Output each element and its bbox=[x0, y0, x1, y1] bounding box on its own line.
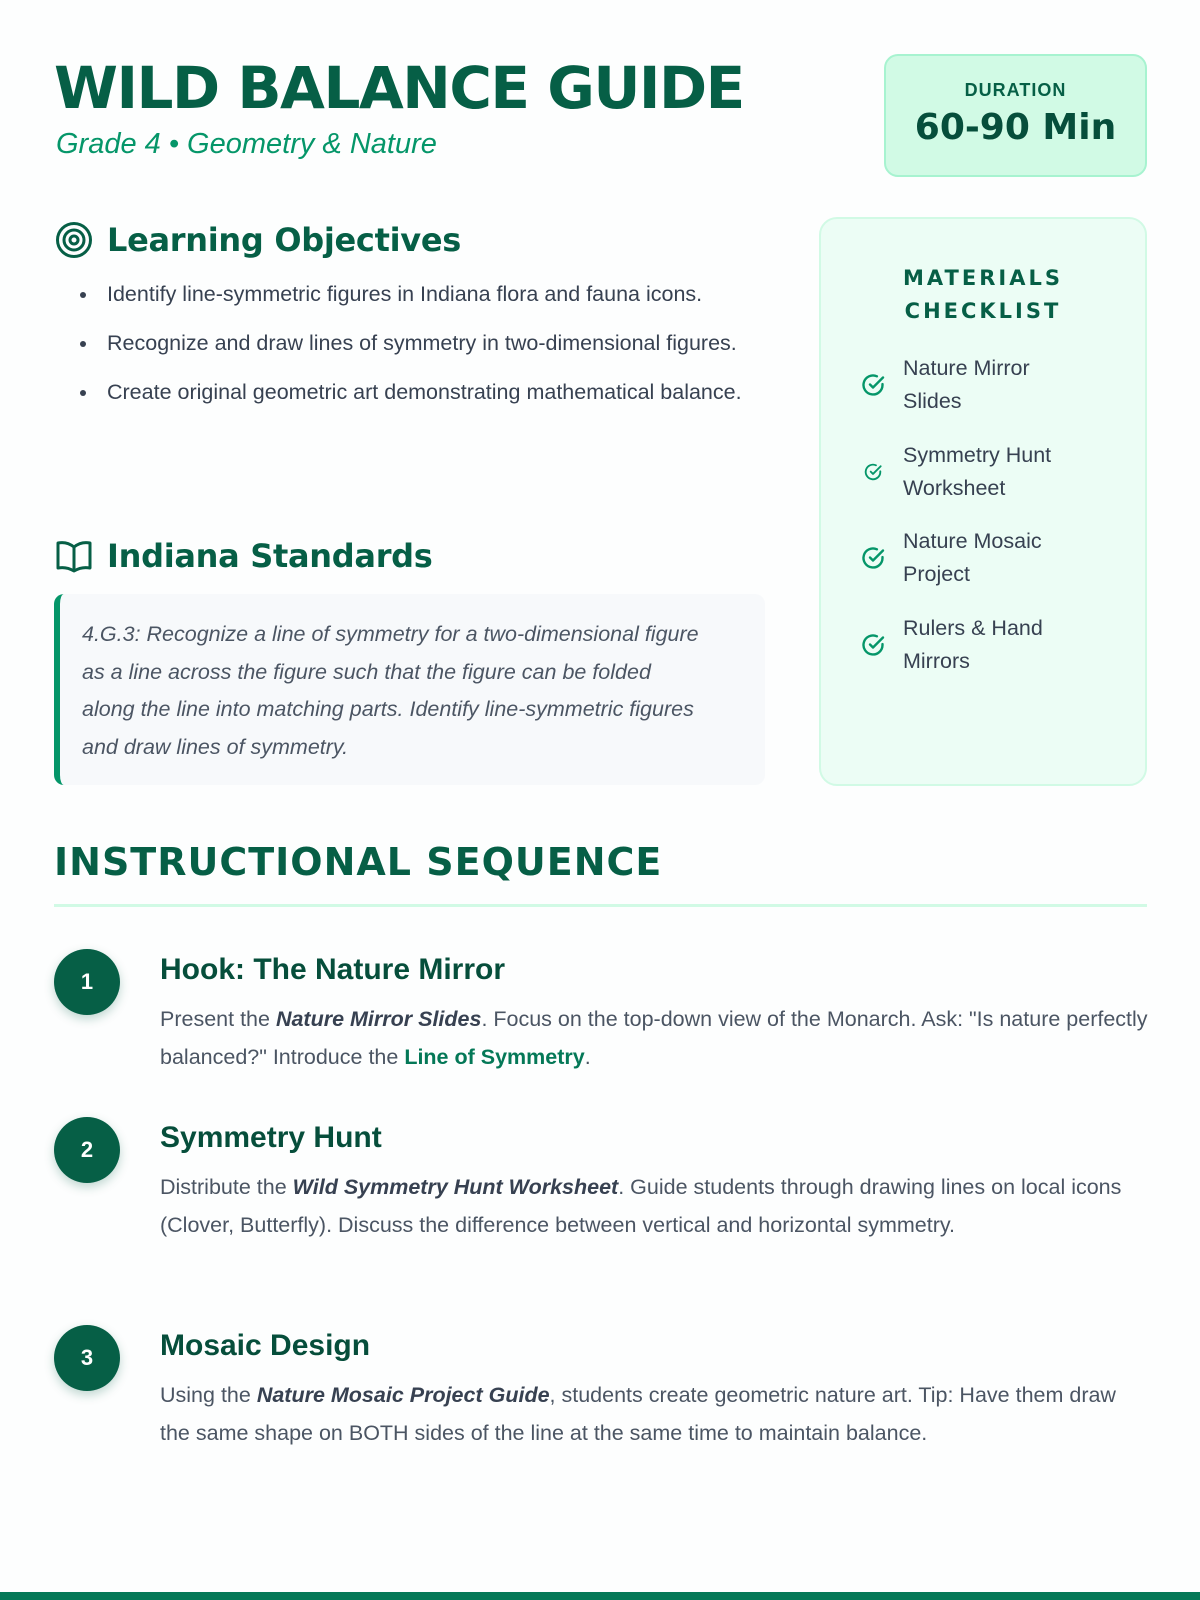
checklist-label: Symmetry Hunt Worksheet bbox=[903, 443, 1052, 500]
material-name: Wild Symmetry Hunt Worksheet bbox=[292, 1175, 619, 1199]
checklist-label: Nature Mirror Slides bbox=[903, 356, 1030, 413]
list-item: Recognize and draw lines of symmetry in two-dimensional figures. bbox=[78, 324, 778, 362]
materials-panel bbox=[819, 217, 1147, 786]
target-icon bbox=[54, 220, 94, 260]
list-item: Identify line-symmetric figures in Indiana flora and fauna icons. bbox=[78, 275, 778, 313]
check-circle-icon bbox=[859, 371, 887, 399]
materials-title: MATERIALS CHECKLIST bbox=[903, 266, 1063, 323]
checklist-label: Nature Mosaic Project bbox=[903, 529, 1042, 586]
checklist-item bbox=[859, 612, 1093, 678]
step-description: Present the Nature Mirror Slides. Focus on the top-down view of the Monarch. Ask: "Is nature perfectly balanced?" Introduce the Line of Symmetry. bbox=[160, 1007, 1148, 1069]
standard-quote: 4.G.3: Recognize a line of symmetry for a two-dimensional figure as a line across the figure such that the figure can be folded along the line into matching parts. Identify line-symmetric figures and draw lines of symmetry. bbox=[54, 594, 765, 785]
step-number-badge: 2 bbox=[54, 1117, 120, 1183]
material-name: Nature Mosaic Project Guide bbox=[256, 1383, 550, 1407]
duration-badge bbox=[884, 54, 1147, 177]
page-subtitle: Grade 4 • Geometry & Nature bbox=[56, 128, 437, 160]
objectives-heading bbox=[54, 220, 461, 260]
step-number-badge: 3 bbox=[54, 1325, 120, 1391]
step-description: Distribute the Wild Symmetry Hunt Worksheet. Guide students through drawing lines on local icons (Clover, Butterfly). Discuss the difference between vertical and horizontal symmetry. bbox=[160, 1175, 1122, 1237]
sequence-divider bbox=[54, 904, 1147, 907]
step-number-badge: 1 bbox=[54, 949, 120, 1015]
page-title: WILD BALANCE GUIDE bbox=[54, 54, 744, 122]
duration-value: 60-90 Min bbox=[914, 107, 1117, 148]
step-title: Symmetry Hunt bbox=[160, 1121, 382, 1154]
checklist-item bbox=[859, 525, 1093, 591]
check-circle-icon bbox=[859, 458, 887, 486]
step-title: Hook: The Nature Mirror bbox=[160, 953, 506, 986]
key-term: Line of Symmetry bbox=[404, 1045, 585, 1069]
book-icon bbox=[54, 536, 94, 576]
checklist-item bbox=[859, 439, 1093, 505]
standards-heading bbox=[54, 536, 433, 576]
checklist-item bbox=[859, 352, 1093, 418]
objectives-title: Learning Objectives bbox=[107, 221, 461, 259]
material-name: Nature Mirror Slides bbox=[275, 1007, 482, 1031]
step-description: Using the Nature Mosaic Project Guide, students create geometric nature art. Tip: Have them draw the same shape on BOTH sides of the line at the same time to maintain balance. bbox=[160, 1383, 1116, 1445]
check-circle-icon bbox=[859, 631, 887, 659]
check-circle-icon bbox=[859, 544, 887, 572]
sequence-title: INSTRUCTIONAL SEQUENCE bbox=[54, 840, 663, 884]
duration-label: DURATION bbox=[964, 80, 1067, 100]
list-item: Create original geometric art demonstrating mathematical balance. bbox=[78, 373, 778, 411]
footer-bar bbox=[0, 1592, 1200, 1600]
checklist-label: Rulers & Hand Mirrors bbox=[903, 616, 1043, 673]
step-title: Mosaic Design bbox=[160, 1329, 371, 1362]
standards-title: Indiana Standards bbox=[107, 537, 433, 575]
objectives-list bbox=[78, 275, 778, 422]
